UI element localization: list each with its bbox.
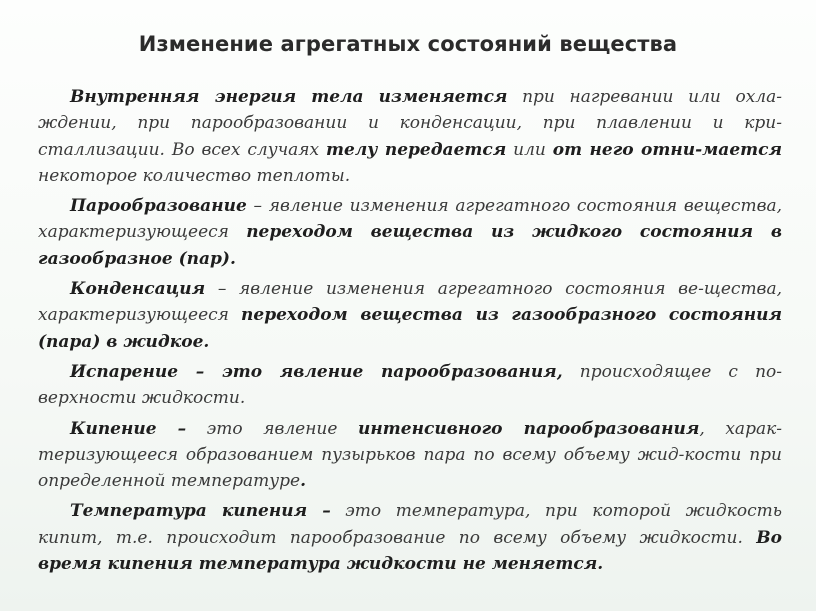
definition-boiling: интенсивного парообразования	[358, 418, 700, 439]
term-boiling-point: Температура кипения –	[70, 501, 331, 522]
paragraph-text: это явление	[186, 418, 359, 439]
paragraph-end-mark: .	[300, 471, 306, 492]
term-boiling: Кипение –	[70, 418, 187, 439]
paragraph-evaporation	[38, 359, 782, 412]
document-body	[38, 84, 782, 577]
term-heat-given: телу передается	[326, 139, 507, 160]
term-condensation: Конденсация	[70, 279, 206, 300]
definition-condensation: переходом вещества из газообразного состояния (пара) в жидкое.	[38, 305, 782, 352]
paragraph-boiling-point	[38, 498, 782, 577]
paragraph-text: происходящее с по-верхности жидкости.	[38, 361, 782, 409]
paragraph-vaporization	[38, 193, 782, 272]
paragraph-condensation	[38, 276, 782, 355]
term-vaporization: Парообразование	[70, 196, 247, 217]
paragraph-text: – явление изменения агрегатного состояния ве-щества, характеризующееся	[38, 279, 782, 326]
paragraph-text: при нагревании или охла-ждении, при парообразовании и конденсации, при плавлении и кри-сталлизации. Во всех случаях	[38, 87, 782, 160]
paragraph-text: некоторое количество теплоты.	[38, 165, 351, 186]
paragraph-text: , харак-теризующееся образованием пузырьков пара по всему объему жид-кости при определенной температуре	[38, 418, 782, 492]
term-evaporation: Испарение – это явление парообразования,	[70, 361, 563, 382]
term-internal-energy: Внутренняя энергия тела изменяется	[70, 87, 508, 107]
conclusion-boiling-temperature: Во время кипения температура жидкости не меняется.	[38, 527, 782, 575]
paragraph-boiling	[38, 416, 782, 495]
paragraph-text: или	[506, 139, 553, 160]
term-heat-taken: от него отни-мается	[552, 139, 782, 160]
definition-vaporization: переходом вещества из жидкого состояния в газообразное (пар).	[38, 222, 782, 269]
paragraph-text: – явление изменения агрегатного состояния вещества, характеризующееся	[38, 196, 782, 243]
paragraph-internal-energy	[38, 84, 782, 189]
page-title: Изменение агрегатных состояний вещества	[138, 32, 678, 56]
paragraph-text: это температура, при которой жидкость кипит, т.е. происходит парообразование по всему объему жидкости.	[38, 501, 782, 548]
